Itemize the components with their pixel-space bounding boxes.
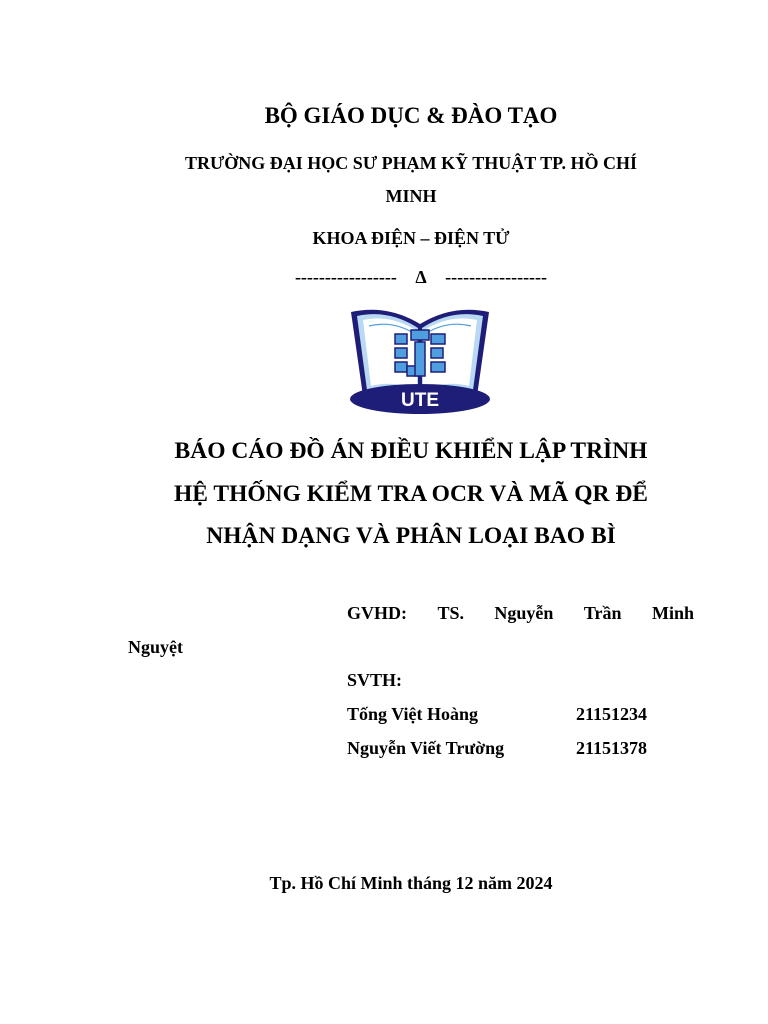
student-name: Nguyễn Viết Trường xyxy=(347,738,505,758)
advisor-name-part: Minh xyxy=(651,603,694,623)
divider-dashes-right: ----------------- xyxy=(445,267,548,287)
school-name-line-2: MINH xyxy=(385,186,437,206)
advisor-line xyxy=(347,603,694,624)
student-row xyxy=(347,704,687,728)
delta-symbol: Δ xyxy=(415,267,427,287)
report-title-line-3: NHẬN DẠNG VÀ PHÂN LOẠI BAO BÌ xyxy=(206,523,616,549)
ornament-divider xyxy=(37,267,768,288)
divider-dashes-left: ----------------- xyxy=(294,267,397,287)
book-left-inner xyxy=(363,318,417,390)
faculty-heading: KHOA ĐIỆN – ĐIỆN TỬ xyxy=(312,228,510,248)
report-title-line-2: HỆ THỐNG KIỂM TRA OCR VÀ MÃ QR ĐỂ xyxy=(174,481,648,507)
advisor-name-part: Trần xyxy=(583,603,622,623)
student-name: Tống Việt Hoàng xyxy=(347,704,479,724)
school-name-line-1: TRƯỜNG ĐẠI HỌC SƯ PHẠM KỸ THUẬT TP. HỒ CHÍ xyxy=(184,153,638,173)
advisor-name-part: Nguyễn xyxy=(494,603,554,623)
emblem-blocks xyxy=(395,330,445,376)
place-and-date: Tp. Hồ Chí Minh tháng 12 năm 2024 xyxy=(269,873,553,893)
logo-ute-text: UTE xyxy=(401,390,439,411)
student-row xyxy=(347,738,687,762)
ministry-heading: BỘ GIÁO DỤC & ĐÀO TẠO xyxy=(264,103,558,128)
report-title-line-1: BÁO CÁO ĐỒ ÁN ĐIỀU KHIỂN LẬP TRÌNH xyxy=(174,438,648,464)
advisor-title: TS. xyxy=(437,603,464,623)
student-id: 21151234 xyxy=(576,704,648,724)
advisor-name-continuation: Nguyệt xyxy=(128,637,183,657)
ute-logo xyxy=(347,304,493,416)
advisor-label: GVHD: xyxy=(347,603,407,623)
student-id: 21151378 xyxy=(576,738,648,758)
students-label: SVTH: xyxy=(347,670,403,690)
